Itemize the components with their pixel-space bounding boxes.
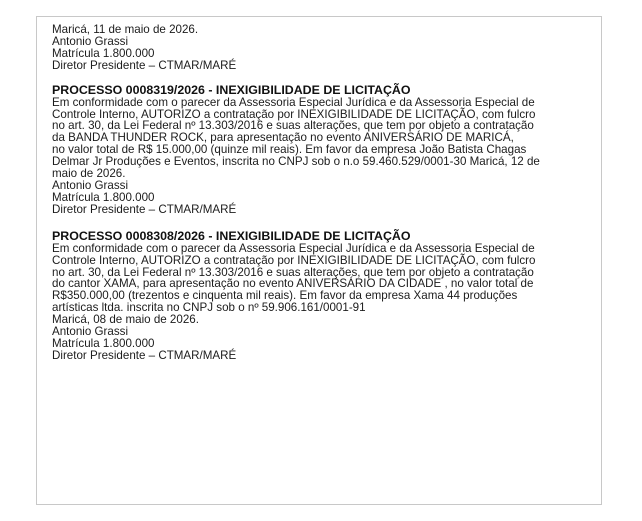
process-1-signer-name: Antonio Grassi [52,178,129,192]
process-2-registration: Matrícula 1.800.000 [52,336,155,350]
process-2-signer-name: Antonio Grassi [52,325,129,339]
process-2-body-line: artísticas ltda. inscrita no CNPJ sob o nº 59.906.161/0001-91 [52,301,366,315]
process-1-body-line: no valor total de R$ 15.000,00 (quinze mil reais). Em favor da empresa João Batista Chagas [52,143,527,157]
process-2-body-line: do cantor XAMA, para apresentação no evento ANIVERSÁRIO DA CIDADE , no valor total de [52,277,534,291]
process-2-signer-title: Diretor Presidente – CTMAR/MARÉ [52,348,237,362]
process-2-body-line: Em conformidade com o parecer da Assessoria Especial Jurídica e da Assessoria Especial de [52,241,535,255]
process-1-body-line: da BANDA THUNDER ROCK, para apresentação no evento ANIVERSÁRIO DE MARICÁ, [52,131,514,145]
intro-signer-name: Antonio Grassi [52,34,129,48]
process-section-1 [52,84,592,216]
intro-date: Maricá, 11 de maio de 2026. [52,23,199,36]
process-1-signer-title: Diretor Presidente – CTMAR/MARÉ [52,202,237,216]
process-1-body-line: maio de 2026. [52,167,126,181]
intro-signer-title: Diretor Presidente – CTMAR/MARÉ [52,58,237,72]
process-2-date: Maricá, 08 de maio de 2026. [52,313,199,327]
process-2-body-line: Controle Interno, AUTORIZO a contratação por INEXIGIBILIDADE DE LICITAÇÃO, com fulcro [52,253,536,267]
document-content [52,24,592,362]
process-section-2 [52,230,592,362]
process-1-body-line: Controle Interno, AUTORIZO a contratação por INEXIGIBILIDADE DE LICITAÇÃO, com fulcro [52,107,536,121]
process-1-body-line: Delmar Jr Produções e Eventos, inscrita no CNPJ sob o n.o 59.460.529/0001-30 Maricá, 12 de [52,155,540,169]
process-2-body-line: no art. 30, da Lei Federal nº 13.303/2016 e suas alterações, que tem por objeto a contratação [52,265,534,279]
process-1-body-line: Em conformidade com o parecer da Assessoria Especial Jurídica e da Assessoria Especial de [52,95,535,109]
process-1-body-line: no art. 30, da Lei Federal nº 13.303/2016 e suas alterações, que tem por objeto a contratação [52,119,534,133]
process-1-registration: Matrícula 1.800.000 [52,190,155,204]
process-2-body-line: R$350.000,00 (trezentos e cinquenta mil reais). Em favor da empresa Xama 44 produções [52,289,518,303]
intro-registration: Matrícula 1.800.000 [52,46,155,60]
process-1-heading: PROCESSO 0008319/2026 - INEXIGIBILIDADE DE LICITAÇÃO [52,82,411,97]
process-2-heading: PROCESSO 0008308/2026 - INEXIGIBILIDADE DE LICITAÇÃO [52,228,411,243]
intro-signature-block [52,24,592,72]
